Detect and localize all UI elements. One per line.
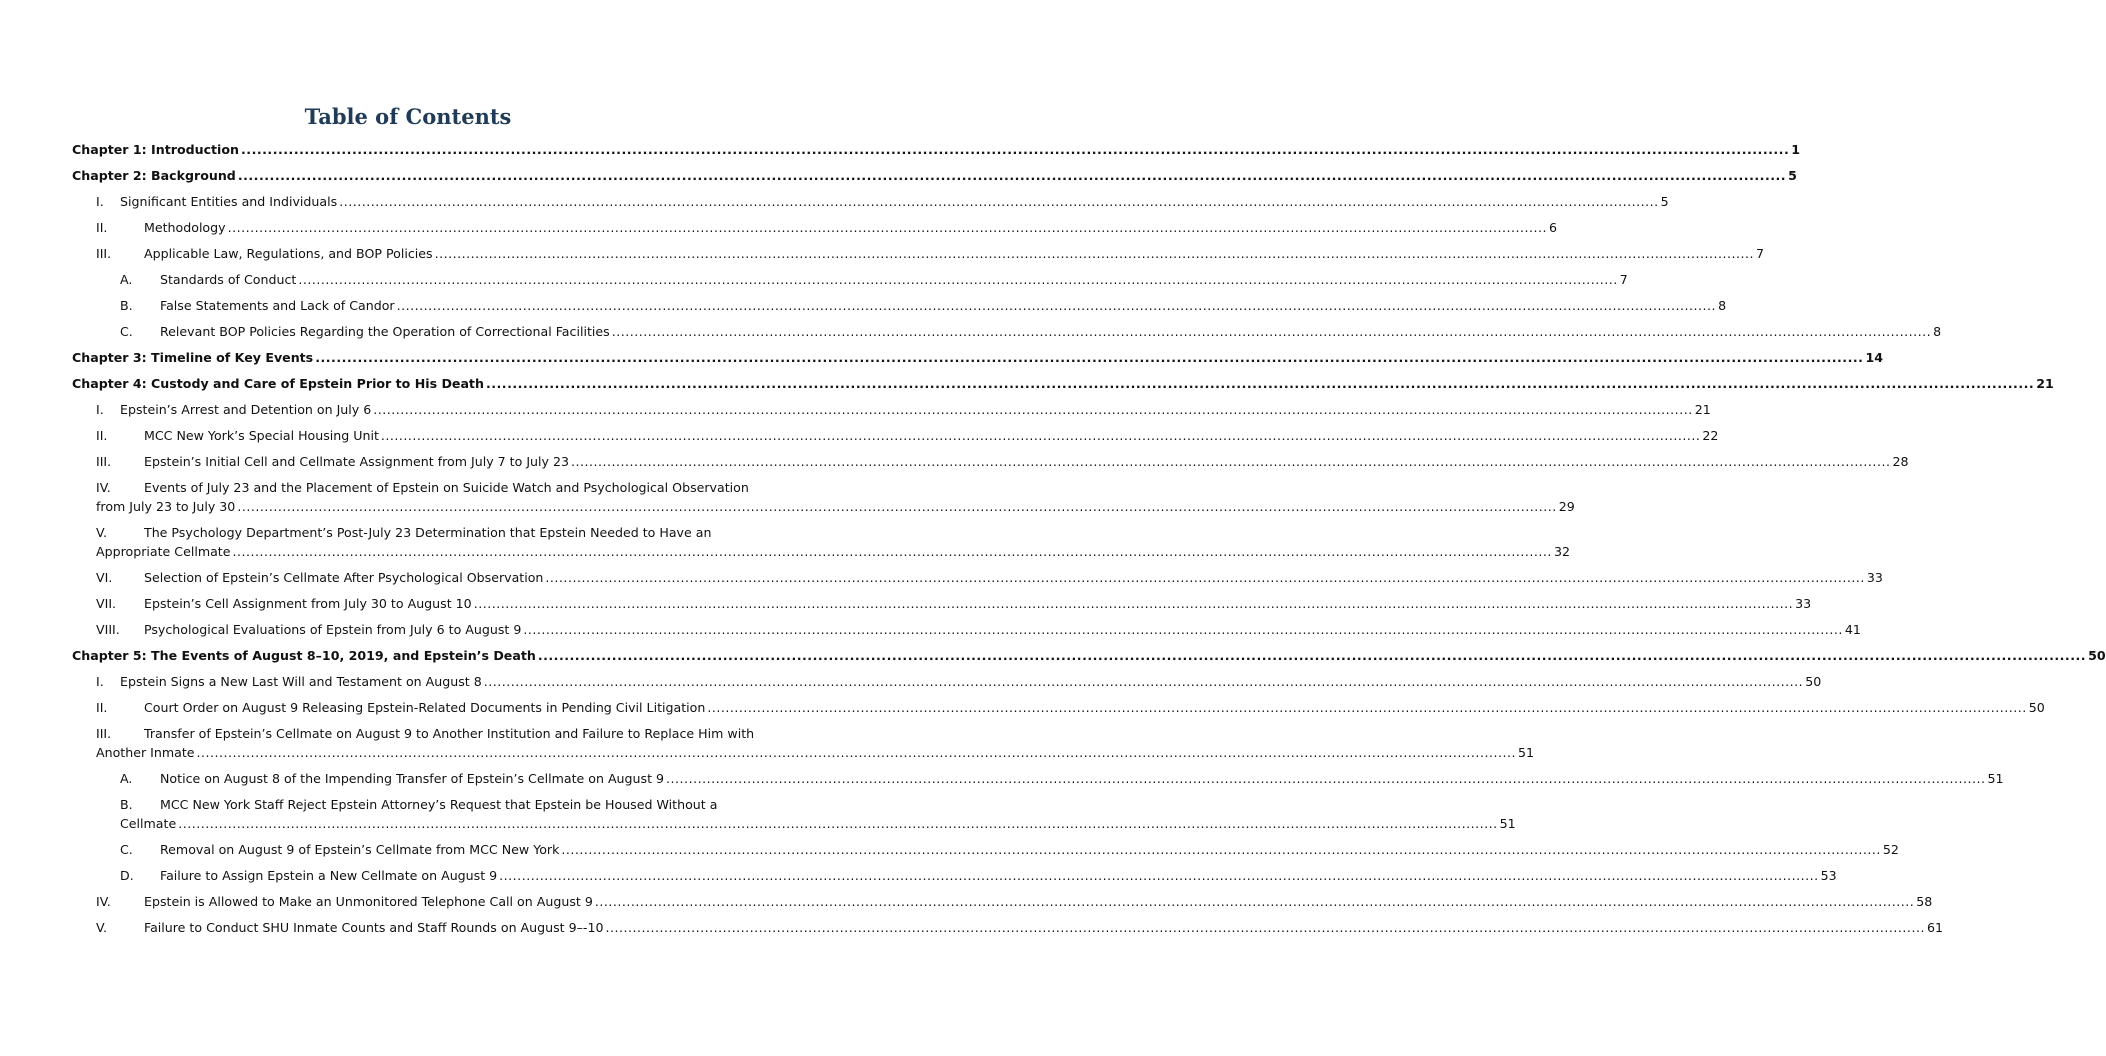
toc-entry-number: A. — [120, 771, 133, 786]
toc-entry-label — [96, 918, 604, 937]
toc-page-number: 61 — [1926, 920, 1943, 935]
toc-page-number: 5 — [1660, 194, 1669, 209]
toc-page-number: 33 — [1866, 570, 1883, 585]
toc-page-number: 51 — [1517, 745, 1534, 760]
toc-entry-title: Court Order on August 9 Releasing Epstein-Related Documents in Pending Civil Litigation — [144, 700, 706, 715]
toc-entry[interactable] — [72, 244, 1765, 263]
leader-dots — [571, 452, 1890, 471]
toc-entry-title: Epstein Signs a New Last Will and Testament on August 8 — [120, 674, 482, 689]
toc-entry-number: A. — [120, 272, 133, 287]
toc-entry-number: I. — [96, 674, 104, 689]
toc-entry[interactable] — [72, 698, 2045, 717]
toc-entry-number: II. — [96, 428, 108, 443]
toc-entry-title: False Statements and Lack of Candor — [160, 298, 395, 313]
toc-entry[interactable] — [72, 218, 1558, 237]
toc-entry-title: Chapter 4: Custody and Care of Epstein Prior to His Death — [72, 376, 484, 391]
toc-entry-title: Epstein’s Arrest and Detention on July 6 — [120, 402, 372, 417]
toc-entry-title: Transfer of Epstein’s Cellmate on August 9 to Another Institution and Failure to Replace Him with — [144, 726, 755, 741]
leader-dots — [666, 769, 1985, 788]
toc-page-number: 29 — [1558, 499, 1575, 514]
toc-page-number: 21 — [2036, 376, 2054, 391]
toc-entry[interactable] — [72, 322, 1942, 341]
toc-entry-title: Failure to Conduct SHU Inmate Counts and Staff Rounds on August 9–-10 — [144, 920, 604, 935]
toc-entry[interactable] — [72, 866, 1837, 885]
toc-entry-title: Chapter 5: The Events of August 8–10, 2019, and Epstein’s Death — [72, 648, 536, 663]
toc-entry-label — [96, 426, 379, 445]
toc-chapter-entry[interactable] — [72, 348, 1883, 367]
toc-entry[interactable] — [72, 724, 1534, 762]
toc-entry-title: Removal on August 9 of Epstein’s Cellmate from MCC New York — [160, 842, 560, 857]
toc-chapter-entry[interactable] — [72, 374, 2054, 393]
toc-entry-number: II. — [96, 220, 108, 235]
toc-entry-title: MCC New York Staff Reject Epstein Attorney’s Request that Epstein be Housed Without a — [160, 797, 718, 812]
toc-page-number: 14 — [1865, 350, 1883, 365]
toc-entry-title: Failure to Assign Epstein a New Cellmate on August 9 — [160, 868, 498, 883]
toc-entry[interactable] — [72, 594, 1812, 613]
toc-page-number: 7 — [1619, 272, 1628, 287]
toc-entry-label — [120, 840, 559, 859]
toc-entry[interactable] — [72, 523, 1570, 561]
toc-entry-number: C. — [120, 324, 133, 339]
toc-page-number: 1 — [1791, 142, 1801, 157]
toc-page-number: 53 — [1820, 868, 1837, 883]
toc-page-number: 51 — [1499, 816, 1516, 831]
toc-entry-number: D. — [120, 868, 134, 883]
toc-entry-label — [120, 322, 610, 341]
leader-dots — [606, 918, 1925, 937]
toc-page-number: 6 — [1549, 220, 1558, 235]
toc-entry-number: I. — [96, 194, 104, 209]
leader-dots — [707, 698, 2026, 717]
toc-entry-title: Epstein is Allowed to Make an Unmonitored Telephone Call on August 9 — [144, 894, 593, 909]
toc-entry-number: V. — [96, 920, 107, 935]
toc-entry-label — [96, 568, 543, 587]
toc-entry-label — [72, 166, 236, 185]
leader-dots — [486, 374, 2034, 393]
toc-entry-label — [72, 646, 536, 665]
toc-entry-number: I. — [96, 402, 104, 417]
leader-dots — [523, 620, 1842, 639]
toc-entry-label — [96, 672, 482, 691]
toc-chapter-entry[interactable] — [72, 646, 2106, 665]
toc-chapter-entry[interactable] — [72, 166, 1797, 185]
toc-entry-number: B. — [120, 797, 133, 812]
leader-dots — [178, 814, 1497, 833]
leader-dots — [612, 322, 1931, 341]
toc-entry[interactable] — [72, 795, 1516, 833]
toc-page-number: 33 — [1795, 596, 1812, 611]
toc-chapter-entry[interactable] — [72, 140, 1801, 159]
toc-entry-title-continued: from July 23 to July 30 — [96, 499, 236, 514]
toc-entry-label — [96, 452, 569, 471]
toc-entry[interactable] — [72, 426, 1719, 445]
toc-page-number: 51 — [1987, 771, 2004, 786]
toc-entry[interactable] — [72, 452, 1909, 471]
toc-entry-label — [120, 296, 395, 315]
toc-entry-title: Chapter 1: Introduction — [72, 142, 239, 157]
toc-page-number: 50 — [2088, 648, 2106, 663]
toc-entry-number: C. — [120, 842, 133, 857]
toc-page-number: 7 — [1756, 246, 1765, 261]
toc-entry-title: Chapter 3: Timeline of Key Events — [72, 350, 314, 365]
toc-page-number: 21 — [1694, 402, 1711, 417]
toc-entry-title: Epstein’s Initial Cell and Cellmate Assignment from July 7 to July 23 — [144, 454, 570, 469]
toc-entry-title-continued: Cellmate — [120, 816, 177, 831]
toc-entry-number: IV. — [96, 480, 111, 495]
toc-entry-label — [96, 594, 472, 613]
toc-entry-title-continued: Another Inmate — [96, 745, 195, 760]
toc-entry-label — [96, 218, 226, 237]
toc-page-number: 58 — [1916, 894, 1933, 909]
leader-dots — [561, 840, 1880, 859]
toc-page-number: 41 — [1844, 622, 1861, 637]
toc-page-number: 8 — [1718, 298, 1727, 313]
toc-entry-title: Notice on August 8 of the Impending Transfer of Epstein’s Cellmate on August 9 — [160, 771, 665, 786]
toc-page-number: 52 — [1882, 842, 1899, 857]
toc-entry[interactable] — [72, 296, 1727, 315]
toc-entry-label — [96, 192, 337, 211]
leader-dots — [298, 270, 1617, 289]
toc-entry-number: VI. — [96, 570, 113, 585]
toc-entry-label — [120, 866, 497, 885]
leader-dots — [233, 542, 1552, 561]
leader-dots — [435, 244, 1754, 263]
toc-entry[interactable] — [72, 892, 1933, 911]
toc-entry[interactable] — [72, 672, 1822, 691]
toc-entry-title: Selection of Epstein’s Cellmate After Psychological Observation — [144, 570, 544, 585]
leader-dots — [237, 497, 1556, 516]
leader-dots — [238, 166, 1786, 185]
toc-entry-label — [96, 892, 593, 911]
toc-entry-label — [72, 348, 313, 367]
toc-page-number: 5 — [1788, 168, 1797, 183]
toc-entry-title: Significant Entities and Individuals — [120, 194, 338, 209]
table-of-contents — [72, 140, 2106, 944]
toc-entry-title: Psychological Evaluations of Epstein from July 6 to August 9 — [144, 622, 522, 637]
toc-entry-number: II. — [96, 700, 108, 715]
toc-entry-number: IV. — [96, 894, 111, 909]
leader-dots — [484, 672, 1803, 691]
toc-entry[interactable] — [72, 400, 1711, 419]
leader-dots — [315, 348, 1863, 367]
toc-entry-label — [96, 244, 433, 263]
toc-entry[interactable] — [72, 840, 1899, 859]
toc-entry-number: VII. — [96, 596, 117, 611]
toc-entry-title: MCC New York’s Special Housing Unit — [144, 428, 379, 443]
toc-page-number: 50 — [2028, 700, 2045, 715]
toc-entry-number: III. — [96, 454, 112, 469]
leader-dots — [474, 594, 1793, 613]
toc-page-number: 50 — [1805, 674, 1822, 689]
toc-page-number: 28 — [1892, 454, 1909, 469]
toc-entry-label — [120, 270, 296, 289]
toc-entry[interactable] — [72, 478, 1575, 516]
leader-dots — [381, 426, 1700, 445]
toc-page-number: 22 — [1702, 428, 1719, 443]
toc-entry-number: B. — [120, 298, 133, 313]
toc-entry-label — [96, 620, 521, 639]
leader-dots — [538, 646, 2086, 665]
toc-entry-label — [96, 400, 371, 419]
leader-dots — [397, 296, 1716, 315]
toc-entry-label — [72, 140, 239, 159]
toc-entry-title: Relevant BOP Policies Regarding the Operation of Correctional Facilities — [160, 324, 610, 339]
toc-entry-title: Events of July 23 and the Placement of Epstein on Suicide Watch and Psychological Observation — [144, 480, 749, 495]
toc-entry-title-continued: Appropriate Cellmate — [96, 544, 231, 559]
toc-entry-number: VIII. — [96, 622, 120, 637]
toc-entry-title: The Psychology Department’s Post-July 23 Determination that Epstein Needed to Have an — [144, 525, 712, 540]
page-title: Table of Contents — [304, 104, 512, 129]
toc-entry[interactable] — [72, 769, 2004, 788]
leader-dots — [197, 743, 1516, 762]
toc-entry-title: Applicable Law, Regulations, and BOP Policies — [144, 246, 433, 261]
toc-entry-label — [96, 698, 705, 717]
toc-entry-title: Epstein’s Cell Assignment from July 30 to August 10 — [144, 596, 472, 611]
leader-dots — [595, 892, 1914, 911]
toc-entry-title: Standards of Conduct — [160, 272, 297, 287]
toc-entry[interactable] — [72, 620, 1861, 639]
toc-entry[interactable] — [72, 270, 1628, 289]
leader-dots — [545, 568, 1864, 587]
toc-entry-number: III. — [96, 726, 112, 741]
toc-entry[interactable] — [72, 568, 1883, 587]
leader-dots — [373, 400, 1692, 419]
toc-page-number: 8 — [1933, 324, 1942, 339]
toc-entry-label — [72, 374, 484, 393]
toc-entry-label — [120, 769, 664, 788]
leader-dots — [228, 218, 1547, 237]
toc-entry-number: V. — [96, 525, 107, 540]
toc-page-number: 32 — [1553, 544, 1570, 559]
toc-entry-title: Chapter 2: Background — [72, 168, 236, 183]
leader-dots — [499, 866, 1818, 885]
leader-dots — [241, 140, 1789, 159]
toc-entry-number: III. — [96, 246, 112, 261]
toc-entry[interactable] — [72, 918, 1943, 937]
toc-entry[interactable] — [72, 192, 1669, 211]
toc-entry-title: Methodology — [144, 220, 226, 235]
leader-dots — [339, 192, 1658, 211]
